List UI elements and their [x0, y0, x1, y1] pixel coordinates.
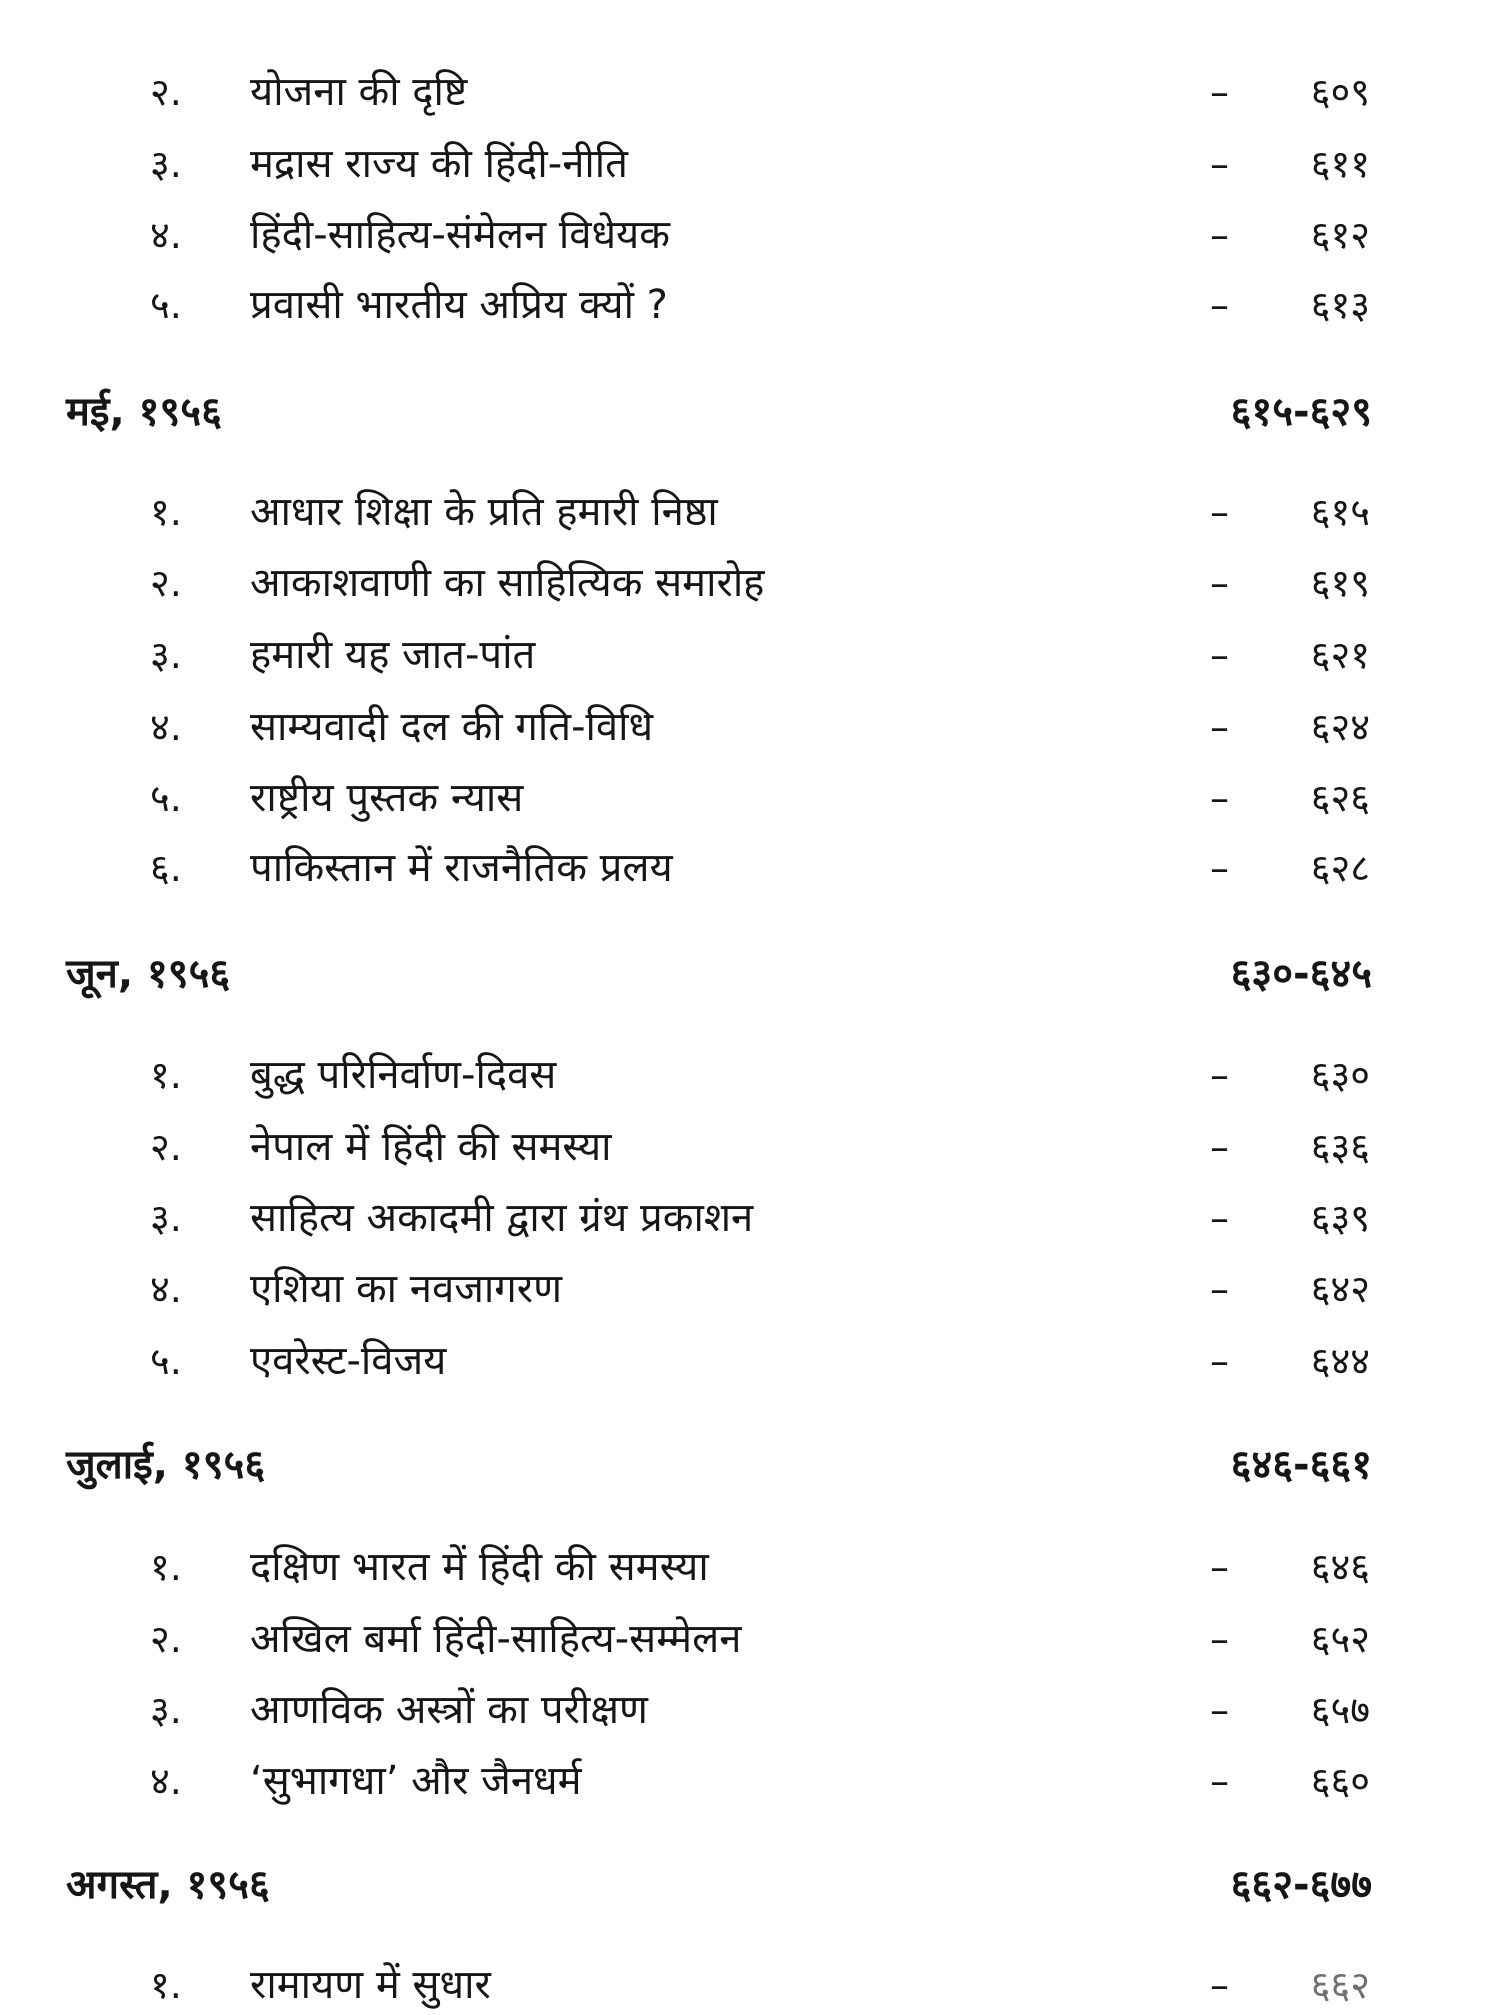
entry-number: ३. — [150, 633, 182, 677]
page-range: ६४६-६६१ — [1230, 1442, 1372, 1488]
entry-title: योजना की दृष्टि — [250, 69, 468, 115]
entry-title: पाकिस्तान में राजनैतिक प्रलय — [250, 845, 673, 891]
toc-entry — [0, 1331, 1500, 1391]
entry-title: राष्ट्रीय पुस्तक न्यास — [250, 775, 524, 821]
toc-entry — [0, 1188, 1500, 1248]
entry-page-number: ६५२ — [1310, 1617, 1370, 1661]
entry-page-number: ६०९ — [1310, 70, 1370, 114]
entry-title: नेपाल में हिंदी की समस्या — [250, 1124, 612, 1170]
entry-number: २. — [150, 1617, 182, 1661]
entry-number: ४. — [150, 213, 182, 257]
entry-page-number: ६१५ — [1310, 490, 1370, 534]
entry-title: प्रवासी भारतीय अप्रिय क्यों ? — [250, 282, 668, 328]
month-title: अगस्त, १९५६ — [66, 1862, 270, 1908]
leader-dash: – — [1210, 1617, 1229, 1661]
toc-entry — [0, 62, 1500, 122]
leader-dash: – — [1210, 490, 1229, 534]
entry-number: २. — [150, 561, 182, 605]
entry-number: ५. — [150, 1339, 182, 1383]
leader-dash: – — [1210, 633, 1229, 677]
leader-dash: – — [1210, 561, 1229, 605]
entry-page-number: ६४६ — [1310, 1545, 1370, 1589]
entry-number: १. — [150, 1545, 182, 1589]
entry-number: ५. — [150, 776, 182, 820]
entry-page-number: ६२४ — [1310, 705, 1370, 749]
leader-dash: – — [1210, 213, 1229, 257]
entry-number: ५. — [150, 283, 182, 327]
entry-title: हिंदी-साहित्य-संमेलन विधेयक — [250, 212, 670, 258]
toc-entry — [0, 1680, 1500, 1740]
toc-entry — [0, 697, 1500, 757]
entry-number: ३. — [150, 142, 182, 186]
toc-entry — [0, 1537, 1500, 1597]
toc-entry — [0, 205, 1500, 265]
entry-page-number: ६२८ — [1310, 846, 1370, 890]
leader-dash: – — [1210, 142, 1229, 186]
entry-title: आणविक अस्त्रों का परीक्षण — [250, 1687, 648, 1733]
entry-number: ४. — [150, 1759, 182, 1803]
entry-page-number: ६३९ — [1310, 1196, 1370, 1240]
month-title: मई, १९५६ — [66, 389, 222, 435]
leader-dash: – — [1210, 705, 1229, 749]
entry-page-number: ६१९ — [1310, 561, 1370, 605]
toc-entry — [0, 1751, 1500, 1811]
leader-dash: – — [1210, 1759, 1229, 1803]
entry-title: दक्षिण भारत में हिंदी की समस्या — [250, 1544, 709, 1590]
toc-entry — [0, 134, 1500, 194]
entry-title: आधार शिक्षा के प्रति हमारी निष्ठा — [250, 489, 718, 535]
toc-entry — [0, 1609, 1500, 1669]
entry-title: ‘सुभागधा’ और जैनधर्म — [250, 1758, 582, 1804]
entry-page-number: ६१२ — [1310, 213, 1370, 257]
leader-dash: – — [1210, 1053, 1229, 1097]
entry-page-number: ६२६ — [1310, 776, 1370, 820]
entry-number: ३. — [150, 1196, 182, 1240]
entry-page-number: ६४४ — [1310, 1339, 1370, 1383]
entry-number: ४. — [150, 1267, 182, 1311]
entry-title: रामायण में सुधार — [250, 1962, 491, 2008]
toc-entry — [0, 553, 1500, 613]
toc-month-heading — [0, 944, 1500, 1004]
entry-title: हमारी यह जात-पांत — [250, 632, 536, 678]
toc-entry — [0, 838, 1500, 898]
entry-number: १. — [150, 1053, 182, 1097]
toc-entry — [0, 1259, 1500, 1319]
month-title: जून, १९५६ — [66, 951, 231, 997]
leader-dash: – — [1210, 846, 1229, 890]
entry-page-number: ६६० — [1310, 1759, 1370, 1803]
leader-dash: – — [1210, 1125, 1229, 1169]
entry-title: अखिल बर्मा हिंदी-साहित्य-सम्मेलन — [250, 1616, 742, 1662]
leader-dash: – — [1210, 1545, 1229, 1589]
leader-dash: – — [1210, 1267, 1229, 1311]
toc-entry — [0, 275, 1500, 335]
toc-month-heading — [0, 382, 1500, 442]
entry-page-number: ६३६ — [1310, 1125, 1370, 1169]
toc-entry — [0, 768, 1500, 828]
leader-dash: – — [1210, 1339, 1229, 1383]
entry-page-number: ६११ — [1310, 142, 1370, 186]
toc-entry — [0, 1955, 1500, 2015]
entry-page-number: ६२१ — [1310, 633, 1370, 677]
entry-number: ६. — [150, 846, 182, 890]
entry-title: साहित्य अकादमी द्वारा ग्रंथ प्रकाशन — [250, 1195, 754, 1241]
entry-number: २. — [150, 70, 182, 114]
page-range: ६३०-६४५ — [1230, 951, 1372, 997]
toc-entry — [0, 625, 1500, 685]
entry-number: ४. — [150, 705, 182, 749]
month-title: जुलाई, १९५६ — [66, 1442, 266, 1488]
leader-dash: – — [1210, 1963, 1229, 2007]
entry-page-number: ६३० — [1310, 1053, 1370, 1097]
entry-number: १. — [150, 1963, 182, 2007]
toc-entry — [0, 1045, 1500, 1105]
entry-page-number: ६४२ — [1310, 1267, 1370, 1311]
leader-dash: – — [1210, 776, 1229, 820]
entry-title: एशिया का नवजागरण — [250, 1266, 563, 1312]
entry-number: १. — [150, 490, 182, 534]
page-range: ६६२-६७७ — [1230, 1862, 1372, 1908]
entry-page-number: ६६२ — [1310, 1963, 1370, 2007]
entry-title: आकाशवाणी का साहित्यिक समारोह — [250, 560, 765, 606]
entry-title: एवरेस्ट-विजय — [250, 1338, 447, 1384]
entry-page-number: ६५७ — [1310, 1688, 1370, 1732]
leader-dash: – — [1210, 1688, 1229, 1732]
toc-entry — [0, 1117, 1500, 1177]
entry-title: साम्यवादी दल की गति-विधि — [250, 704, 654, 750]
entry-title: बुद्ध परिनिर्वाण-दिवस — [250, 1052, 557, 1098]
page-range: ६१५-६२९ — [1230, 389, 1372, 435]
leader-dash: – — [1210, 70, 1229, 114]
toc-month-heading — [0, 1435, 1500, 1495]
toc-month-heading — [0, 1855, 1500, 1915]
entry-number: २. — [150, 1125, 182, 1169]
entry-page-number: ६१३ — [1310, 283, 1370, 327]
toc-entry — [0, 482, 1500, 542]
entry-number: ३. — [150, 1688, 182, 1732]
leader-dash: – — [1210, 283, 1229, 327]
entry-title: मद्रास राज्य की हिंदी-नीति — [250, 141, 628, 187]
leader-dash: – — [1210, 1196, 1229, 1240]
